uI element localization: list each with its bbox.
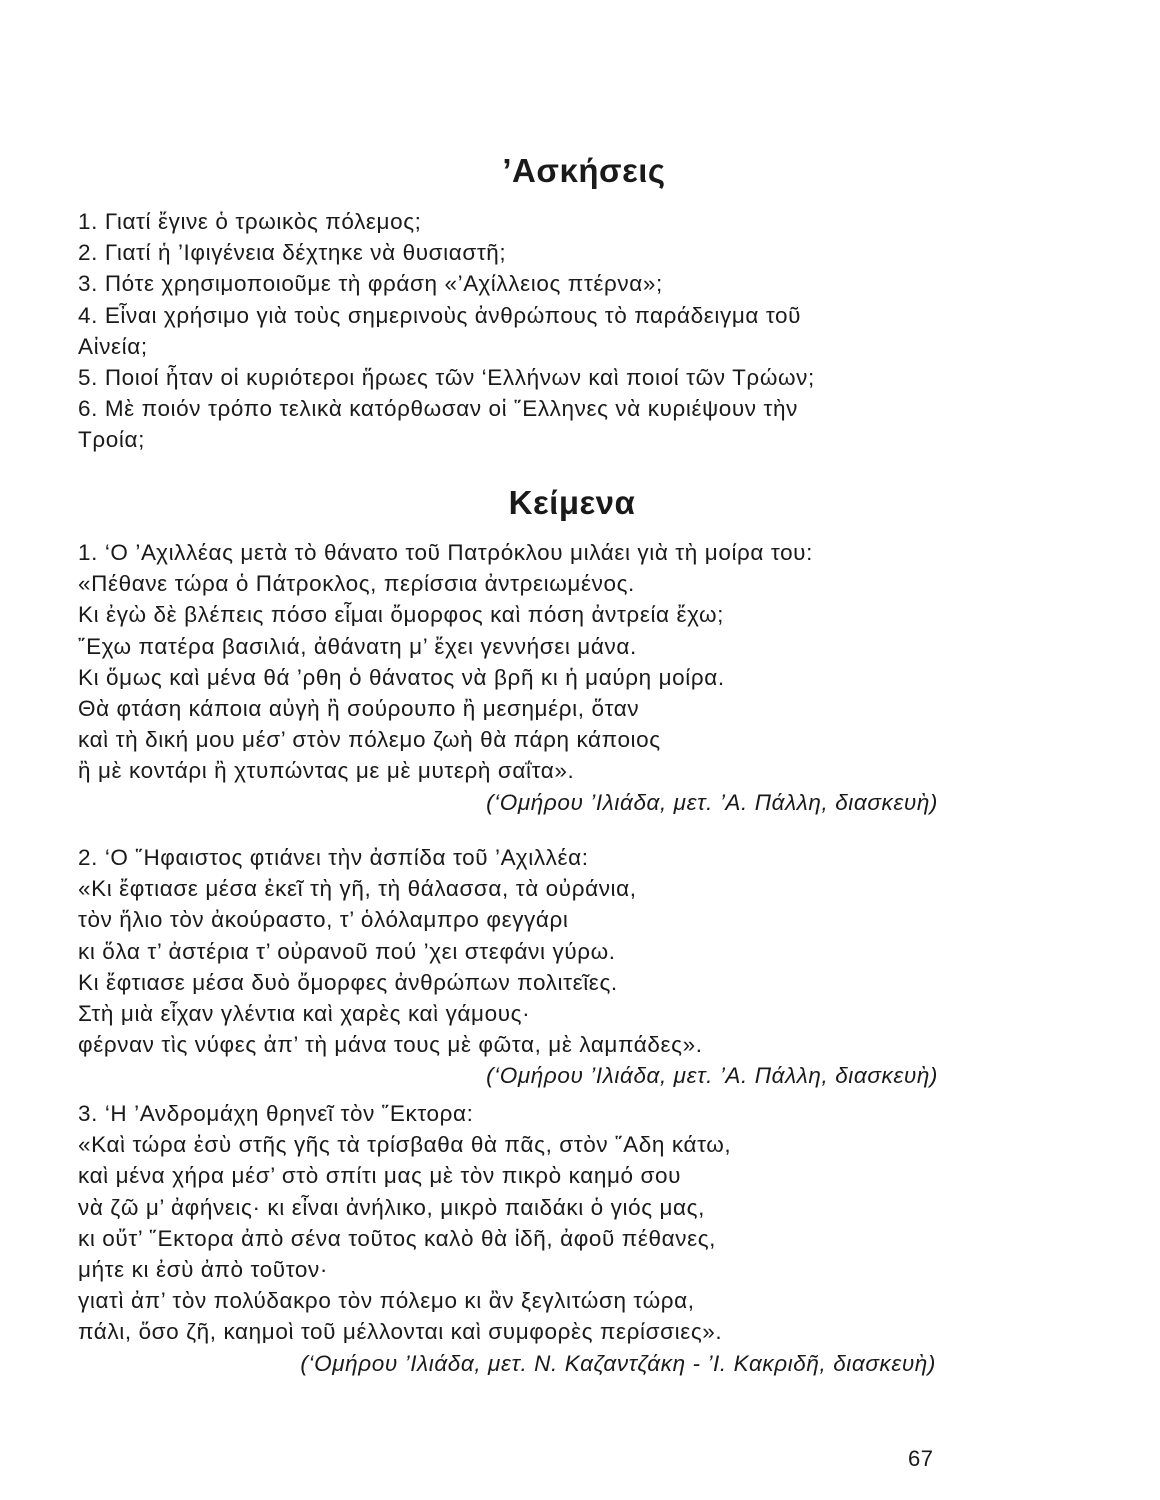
exercise-line: 5. Ποιοί ἦταν οἱ κυριότεροι ἥρωες τῶν ‘Ελλήνων καὶ ποιοί τῶν Τρώων; — [78, 364, 815, 390]
passage-line: καὶ τὴ δική μου μέσ’ στὸν πόλεμο ζωὴ θὰ πάρη κάποιος — [78, 727, 661, 753]
passage-line: νὰ ζῶ μ’ ἀφήνεις· κι εἶναι ἀνήλικο, μικρὸ παιδάκι ὁ γιός μας, — [78, 1194, 705, 1220]
text-passage-2 — [78, 842, 958, 1092]
exercise-line: 1. Γιατί ἔγινε ὁ τρωικὸς πόλεμος; — [78, 209, 422, 234]
passage-line: ἢ μὲ κοντάρι ἢ χτυπώντας με μὲ μυτερὴ σαΐτα». — [78, 758, 575, 784]
passage-line: πάλι, ὅσο ζῆ, καημοὶ τοῦ μέλλονται καὶ συμφορὲς περίσσιες». — [78, 1319, 723, 1345]
exercise-line: 4. Εἶναι χρήσιμο γιὰ τοὺς σημερινοὺς ἀνθρώπους τὸ παράδειγμα τοῦ — [78, 302, 802, 328]
passage-line: Κι ἔφτιασε μέσα δυὸ ὄμορφες ἀνθρώπων πολιτεῖες. — [78, 969, 618, 995]
passage-line: ῎Εχω πατέρα βασιλιά, ἀθάνατη μ’ ἔχει γεννήσει μάνα. — [78, 633, 637, 659]
passage-line: γιατὶ ἀπ’ τὸν πολύδακρο τὸν πόλεμο κι ἂν ξεγλιτώση τώρα, — [78, 1288, 695, 1314]
passage-line: Στὴ μιὰ εἶχαν γλέντια καὶ χαρὲς καὶ γάμους· — [78, 1000, 531, 1026]
passage-line: μήτε κι ἐσὺ ἀπὸ τοῦτον· — [78, 1256, 328, 1282]
text-passage-1 — [78, 537, 958, 818]
passage-line: καὶ μένα χήρα μέσ’ στὸ σπίτι μας μὲ τὸν πικρὸ καημό σου — [78, 1163, 681, 1189]
exercise-line: Αἰνεία; — [78, 333, 148, 359]
texts-heading: Κείμενα — [508, 484, 636, 521]
passage-line: κι οὔτ’ ῞Εκτορα ἀπὸ σένα τοῦτος καλὸ θὰ ἰδῆ, ἀφοῦ πέθανες, — [78, 1225, 717, 1251]
passage-line: 3. ‘Η ’Ανδρομάχη θρηνεῖ τὸν ῞Εκτορα: — [78, 1101, 474, 1126]
exercise-line: 2. Γιατί ἡ ’Ιφιγένεια δέχτηκε νὰ θυσιαστῆ; — [78, 240, 507, 266]
passage-line: φέρναν τὶς νύφες ἀπ’ τὴ μάνα τους μὲ φῶτα, μὲ λαμπάδες». — [78, 1032, 703, 1058]
passage-source: (‘Ομήρου ’Ιλιάδα, μετ. ’Α. Πάλλη, διασκευὴ) — [486, 789, 938, 815]
passage-line: κι ὅλα τ’ ἀστέρια τ’ οὐρανοῦ πού ’χει στεφάνι γύρω. — [78, 938, 616, 964]
page-number: 67 — [908, 1446, 934, 1471]
passage-line: «Κι ἔφτιασε μέσα ἐκεῖ τὴ γῆ, τὴ θάλασσα, τὰ οὐράνια, — [78, 876, 637, 902]
passage-line: τὸν ἥλιο τὸν ἀκούραστο, τ’ ὁλόλαμπρο φεγγάρι — [78, 907, 569, 933]
passage-line: Θὰ φτάση κάποια αὐγὴ ἢ σούρουπο ἢ μεσημέρι, ὅταν — [78, 695, 640, 721]
passage-line: Κι ἐγὼ δὲ βλέπεις πόσο εἶμαι ὄμορφος καὶ πόση ἀντρεία ἔχω; — [78, 602, 724, 628]
passage-line: 1. ‘Ο ’Αχιλλέας μετὰ τὸ θάνατο τοῦ Πατρόκλου μιλάει γιὰ τὴ μοίρα του: — [78, 540, 813, 565]
exercise-line: Τροία; — [78, 427, 145, 453]
exercise-line: 6. Μὲ ποιόν τρόπο τελικὰ κατόρθωσαν οἱ ῞Ελληνες νὰ κυριέψουν τὴν — [78, 396, 798, 422]
exercise-line: 3. Πότε χρησιμοποιοῦμε τὴ φράση «’Αχίλλειος πτέρνα»; — [78, 271, 663, 297]
exercises-heading: ’Ασκήσεις — [502, 152, 666, 189]
passage-line: 2. ‘Ο ῞Ηφαιστος φτιάνει τὴν ἀσπίδα τοῦ ’Αχιλλέα: — [78, 845, 589, 870]
passage-line: «Καὶ τώρα ἐσὺ στῆς γῆς τὰ τρίσβαθα θὰ πᾶς, στὸν ῞Αδη κάτω, — [78, 1132, 732, 1158]
passage-line: «Πέθανε τώρα ὁ Πάτροκλος, περίσσια ἀντρειωμένος. — [78, 571, 635, 597]
passage-source: (‘Ομήρου ’Ιλιάδα, μετ. Ν. Καζαντζάκη - ’Ι. Κακριδῆ, διασκευὴ) — [300, 1350, 936, 1376]
exercises-list — [78, 206, 958, 456]
passage-source: (‘Ομήρου ’Ιλιάδα, μετ. ’Α. Πάλλη, διασκευὴ) — [486, 1063, 938, 1089]
text-passage-3 — [78, 1098, 958, 1379]
passage-line: Κι ὅμως καὶ μένα θά ’ρθη ὁ θάνατος νὰ βρῆ κι ἡ μαύρη μοίρα. — [78, 664, 725, 690]
